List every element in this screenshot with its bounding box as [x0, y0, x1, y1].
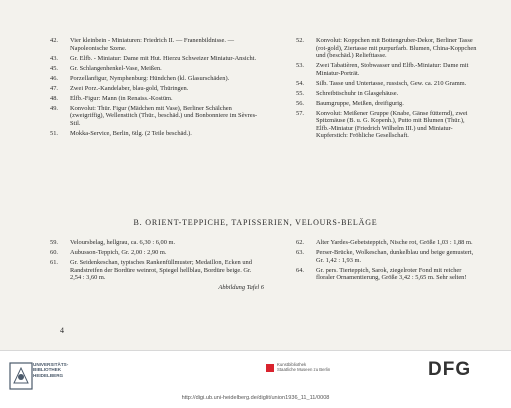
entry-number: 42. — [50, 37, 58, 44]
catalog-entry — [50, 75, 264, 83]
entry-number: 63. — [296, 248, 304, 256]
entry-number: 52. — [296, 37, 304, 44]
source-url[interactable]: http://digi.ub.uni-heidelberg.de/diglit/union1936_11_11/0008 — [181, 395, 330, 401]
catalog-entry — [50, 105, 264, 128]
entry-number: 47. — [50, 84, 58, 92]
entry-text: Perser-Brücke, Wolkeschan, dunkelblau und beige gemustert, Gr. 1,42 : 1,93 m. — [316, 248, 474, 264]
entry-number: 62. — [296, 239, 304, 246]
catalog-entry — [50, 239, 264, 247]
entry-text: Silb. Tasse und Untertasse, russisch, Gew. ca. 210 Gramm. — [316, 79, 467, 87]
entry-text: Konvolut: Thür. Figur (Mädchen mit Vase), Berliner Schälchen (zweigriffig), Wellenstitch (Thür., beschäd.) und Bonbonniere im Sèvres-Stil. — [70, 104, 258, 127]
page-number: 4 — [60, 326, 64, 335]
catalog-entry — [296, 249, 480, 264]
entry-number: 55. — [296, 89, 304, 97]
entry-text: Alter Yardes-Gebetsteppich, Nische rot, Größe 1,03 : 1,88 m. — [316, 239, 473, 246]
entry-number: 45. — [50, 64, 58, 72]
entry-text: Elfb.-Figur: Mann (in Renaiss.-Kostüm. — [70, 94, 173, 102]
kunstbibliothek-logo-icon — [266, 364, 274, 372]
catalog-entry — [296, 110, 480, 140]
catalog-entry — [50, 55, 264, 63]
viewer-footer — [0, 350, 511, 408]
entry-text: Konvolut: Meißener Gruppe (Knabe, Gänse fütternd), zwei Spitzmäuse (B. u. G. Kopenh.), Putto mit Blumen (Thür.), Elfb.-Miniatur (Friedrich Wilhelm III.) und Miniatur-Kupferstich: Fröhliche Gesellschaft. — [316, 109, 468, 140]
catalog-entry — [296, 100, 480, 108]
entry-text: Zwei Tabatièren, Stobwasser und Elfb.-Miniatur: Dame mit Miniatur-Porträt. — [316, 62, 469, 77]
section-a-left-column — [50, 37, 264, 140]
entry-text: Mokka-Service, Berlin, 6tlg. (2 Teile beschäd.). — [70, 129, 192, 137]
catalog-entry — [50, 37, 264, 52]
catalog-entry — [50, 85, 264, 93]
section-a-right-column — [296, 37, 480, 142]
catalog-entry — [50, 259, 264, 282]
catalog-entry — [50, 130, 264, 138]
entry-number: 56. — [296, 99, 304, 107]
entry-text: Zwei Porz.-Kandelaber, blau-gold, Thüringen. — [70, 84, 189, 92]
entry-number: 54. — [296, 79, 304, 87]
entry-text: Gr. Seidenkeschan, typisches Rankenfüllmuster; Medaillon, Ecken und Randstreifen der Bordüre weinrot, Spiegel hellblau, Bordüre beige. Gr. 2,54 : 3,60 m. — [70, 258, 252, 282]
entry-text: Aubusson-Teppich, Gr. 2,00 : 2,90 m. — [70, 248, 167, 256]
catalog-entry — [296, 90, 480, 98]
catalog-entry — [296, 239, 480, 247]
dfg-logo: DFG — [428, 359, 472, 380]
section-b-right-column — [296, 239, 480, 284]
entry-text: Baumgruppe, Meißen, dreifigurig. — [316, 99, 404, 107]
section-b-left-column — [50, 239, 264, 292]
university-library-name: UNIVERSITÄTS- BIBLIOTHEK HEIDELBERG — [33, 362, 69, 378]
entry-number: 51. — [50, 129, 58, 137]
entry-text: Gr. pers. Tierteppich, Sarok, ziegelroter Fond mit reicher floraler Ornamentierung, Größe 3,42 : 5,65 m. Sehr selten! — [316, 266, 467, 282]
catalog-entry — [296, 80, 480, 88]
kunstbibliothek-name: Kunstbibliothek Staatliche Museen zu Berlin — [277, 362, 331, 372]
entry-text: Vier kleinbein - Miniaturen: Friedrich II. — Franenbildnisse. — Napoleonische Szene. — [70, 37, 234, 52]
entry-number: 46. — [50, 74, 58, 82]
section-b-title: B. ORIENT-TEPPICHE, TAPISSERIEN, VELOURS-BELÄGE — [133, 218, 378, 227]
catalog-entry — [296, 62, 480, 77]
entry-text: Gr. Schlangenhenkel-Vase, Meißen. — [70, 64, 162, 72]
entry-number: 57. — [296, 109, 304, 117]
catalog-entry — [296, 267, 480, 282]
entry-number: 43. — [50, 54, 58, 62]
entry-text: Konvolut: Koppchen mit Bottengruber-Dekor, Berliner Tasse (rot-gold), Ziertasse mit purpurfarb. Blumen, China-Koppchen und (beschäd.) Reliefttasse. — [316, 37, 477, 60]
entry-number: 60. — [50, 248, 58, 256]
catalog-entry — [296, 37, 480, 60]
entry-number: 49. — [50, 104, 58, 112]
entry-number: 48. — [50, 94, 58, 102]
figure-reference: Abbildung Tafel 6 — [218, 284, 264, 292]
entry-number: 61. — [50, 258, 58, 266]
catalog-entry — [50, 95, 264, 103]
entry-number: 53. — [296, 62, 304, 70]
entry-number: 59. — [50, 239, 58, 246]
entry-text: Porzellanfigur, Nymphenburg: Hündchen (kl. Glasurschäden). — [70, 74, 230, 82]
entry-text: Veloursbelag, hellgrau, ca. 6,30 : 6,00 m. — [70, 239, 176, 246]
entry-text: Gr. Elfb. - Miniatur: Dame mit Hut. Hierzu Schweizer Miniatur-Ansicht. — [70, 54, 257, 62]
catalog-entry — [50, 249, 264, 257]
entry-number: 64. — [296, 266, 304, 274]
catalog-entry — [50, 65, 264, 73]
entry-text: Schreibtischuhr in Glasgehäuse. — [316, 89, 399, 97]
